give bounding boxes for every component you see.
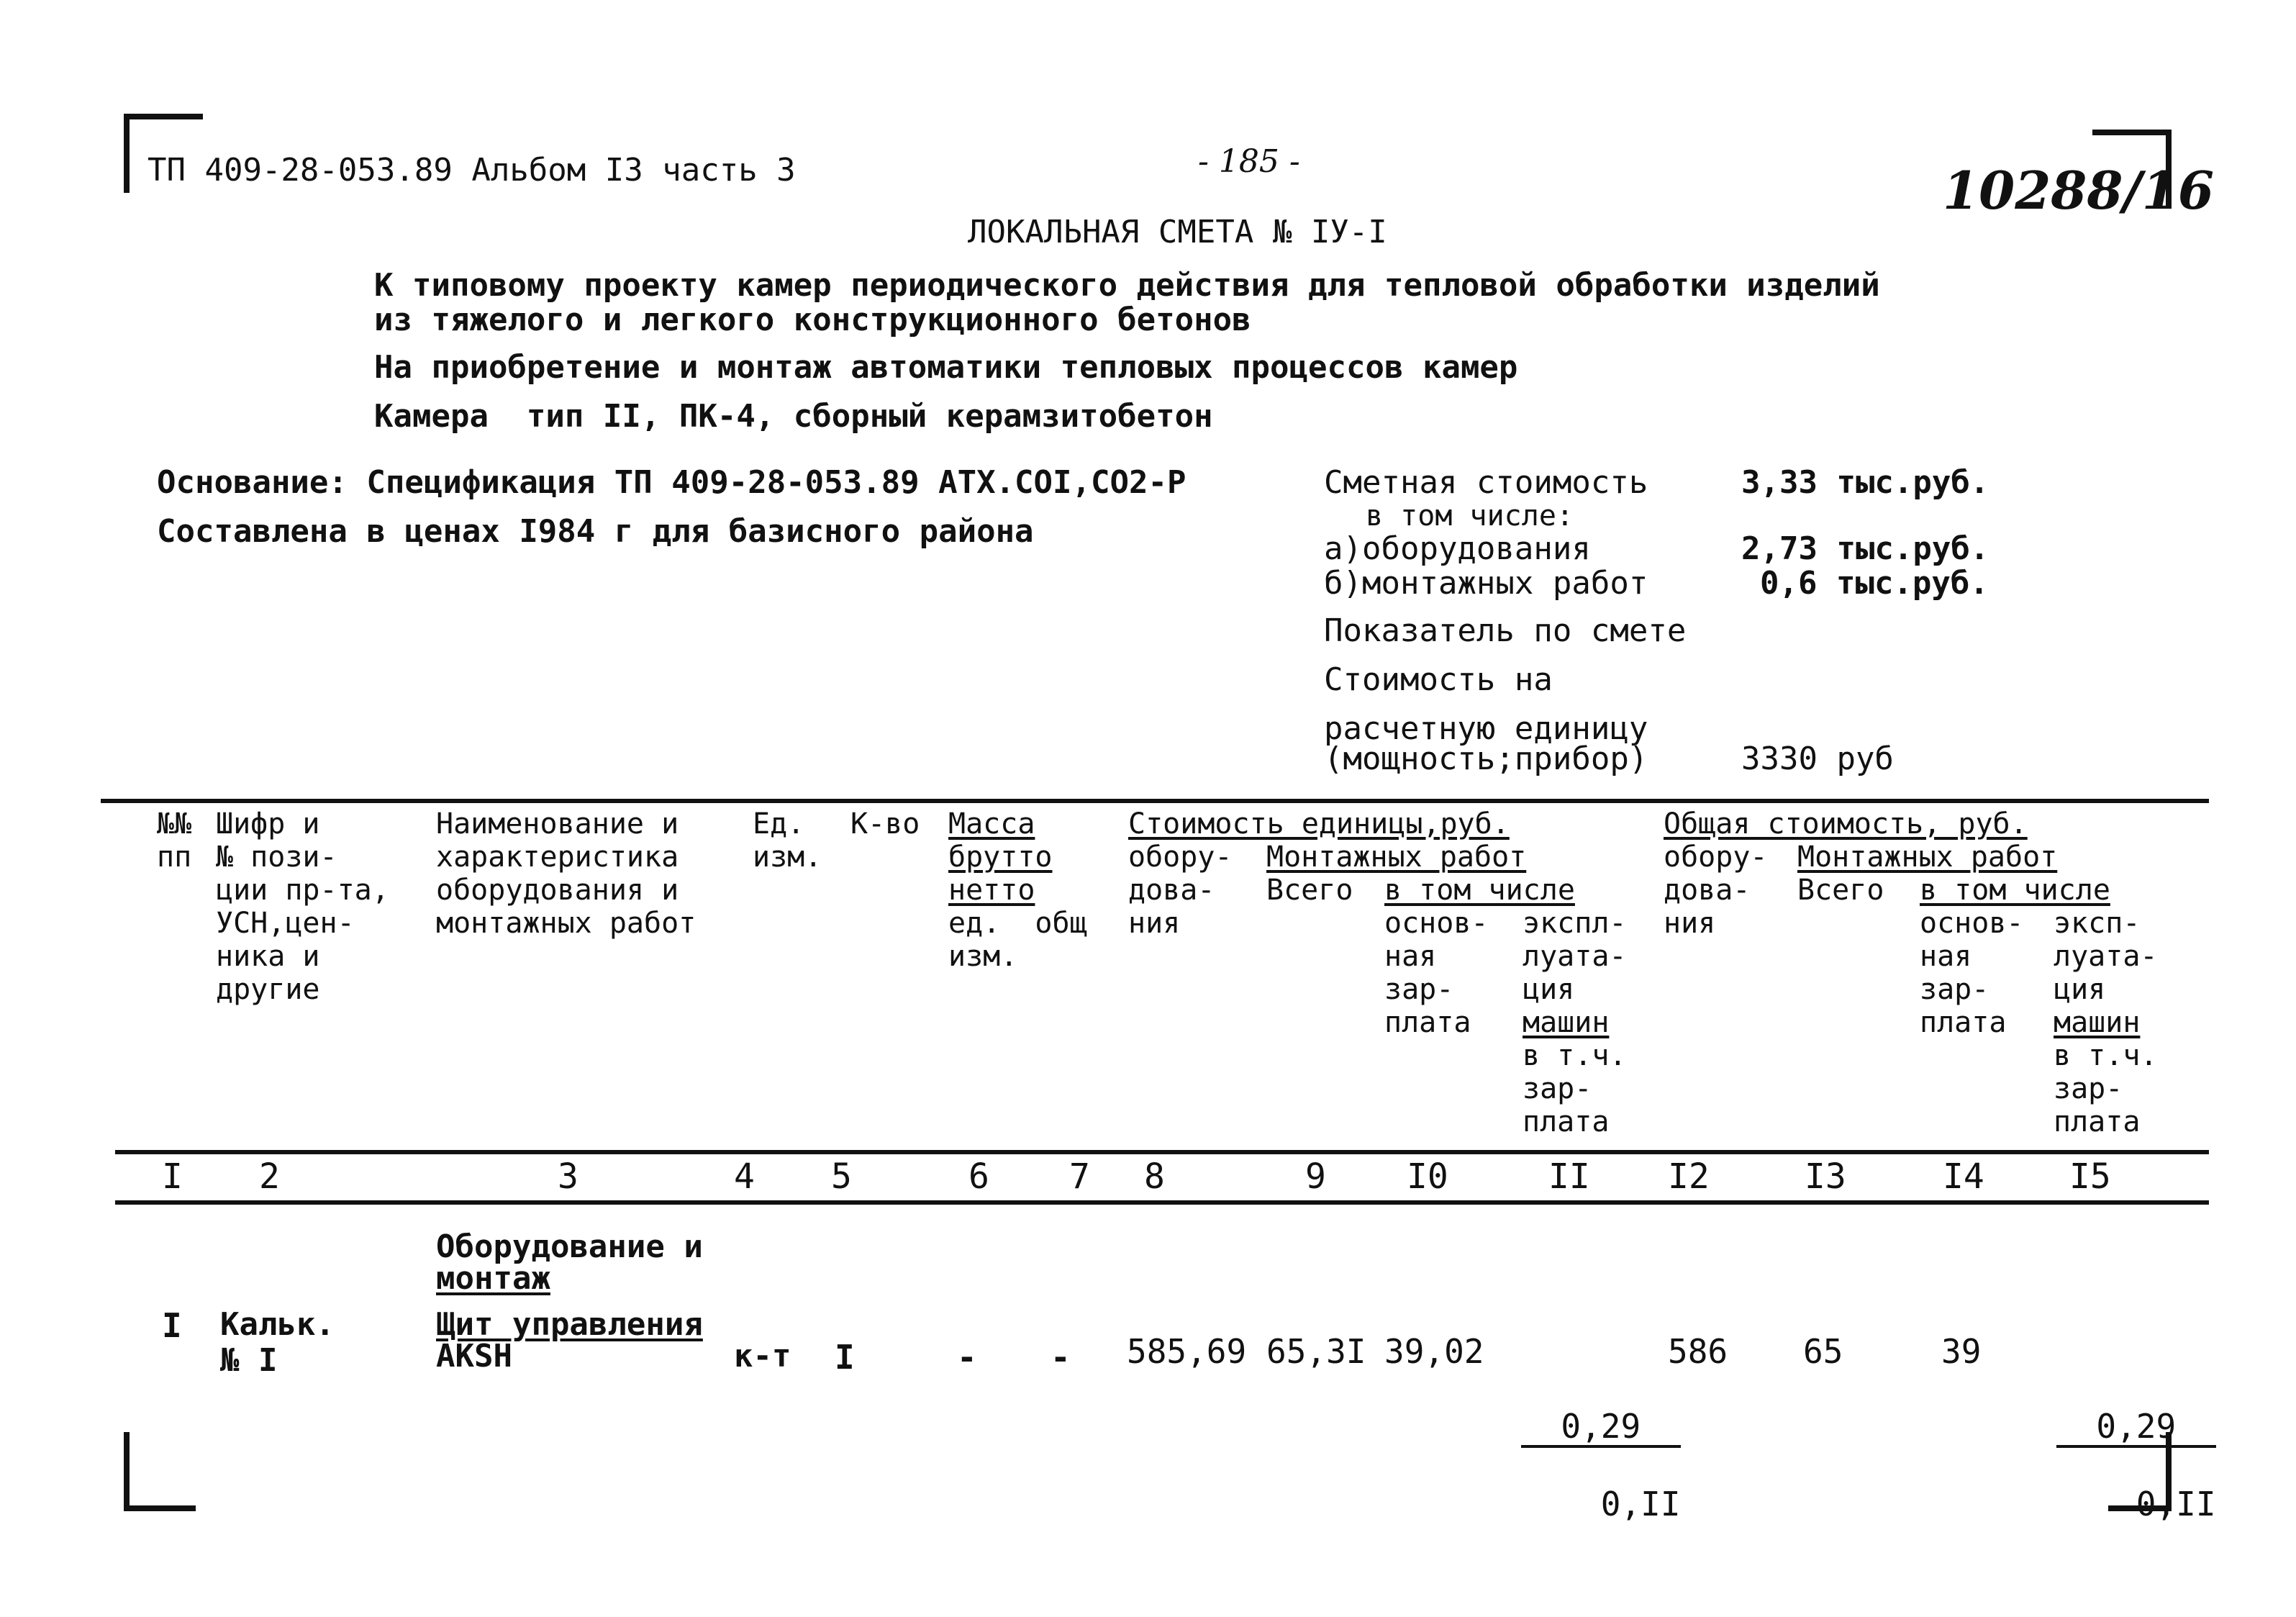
col-header-qty: К-во (850, 807, 920, 841)
col-header-total-machine-ops: эксп- луата- ция (2054, 907, 2158, 1006)
col-number: I4 (1943, 1156, 1984, 1197)
col-header-unit: Ед. изм. (753, 807, 822, 874)
col-header-unit-including: в том числе (1384, 874, 1575, 907)
col-header-num: №№ пп (157, 807, 192, 874)
installation-label: б)монтажных работ (1324, 565, 1648, 602)
row-total-machine-wage: 0,II (2136, 1485, 2216, 1523)
section-title: Оборудование и (436, 1228, 703, 1265)
document-reference: ТП 409-28-053.89 Альбом I3 часть 3 (148, 152, 796, 189)
row-mass-unit: - (957, 1338, 977, 1377)
subtitle-line-4: Камера тип II, ПК-4, сборный керамзитобетон (374, 398, 1213, 435)
equipment-label: а)оборудования (1324, 530, 1591, 567)
unit-cost-value: 3330 руб (1741, 740, 1894, 777)
col-header-unit-cost: Стоимость единицы,руб. (1128, 807, 1510, 841)
equipment-value: 2,73 тыс.руб. (1741, 530, 1989, 567)
col-header-mass-units: ед. общ изм. (948, 907, 1087, 973)
col-header-total-incl-wage: в т.ч. зар- плата (2054, 1039, 2158, 1138)
row-total-machine-ops: 0,29 (2056, 1408, 2216, 1448)
table-header-bottom-rule (115, 1150, 2209, 1154)
frame-corner-bl-v (124, 1432, 130, 1511)
col-number: II (1548, 1156, 1590, 1197)
col-header-total-basic-wage: основ- ная зар- плата (1920, 907, 2024, 1039)
frame-corner-tr-h (2092, 130, 2172, 135)
col-header-unit-installation: Монтажных работ (1266, 841, 1527, 874)
col-header-total-cost: Общая стоимость, руб. (1664, 807, 2028, 841)
row-qty: I (835, 1338, 855, 1377)
col-header-unit-equipment: обору- дова- ния (1128, 841, 1233, 940)
col-header-unit-machines: машин (1523, 1006, 1610, 1039)
estimated-cost-value: 3,33 тыс.руб. (1741, 464, 1989, 501)
col-number: 7 (1069, 1156, 1090, 1197)
col-number: 8 (1144, 1156, 1165, 1197)
archive-number: 10288/16 (1943, 160, 2214, 221)
row-unit-machine-fraction (1521, 1333, 1681, 1560)
subtitle-line-3: На приобретение и монтаж автоматики тепловых процессов камер (374, 349, 1518, 386)
row-unit-equipment: 585,69 (1127, 1332, 1247, 1371)
col-header-total-equipment: обору- дова- ния (1664, 841, 1768, 940)
col-header-unit-machine-ops: экспл- луата- ция (1523, 907, 1627, 1006)
frame-corner-tl-h (124, 114, 203, 119)
row-code: Кальк. № I (220, 1306, 335, 1379)
col-header-mass: Масса (948, 807, 1035, 841)
col-header-total-total: Всего (1797, 874, 1884, 907)
row-unit-basic-wage: 39,02 (1384, 1332, 1484, 1371)
table-top-rule (101, 799, 2209, 803)
col-number: I0 (1407, 1156, 1448, 1197)
col-header-unit-basic-wage: основ- ная зар- плата (1384, 907, 1489, 1039)
estimate-title: ЛОКАЛЬНАЯ СМЕТА № IУ-I (968, 214, 1387, 250)
column-numbers-bottom-rule (115, 1200, 2209, 1205)
col-number: 4 (734, 1156, 755, 1197)
subtitle-line-2: из тяжелого и легкого конструкционного бетонов (374, 302, 1251, 338)
col-number: I3 (1805, 1156, 1846, 1197)
col-number: 5 (831, 1156, 852, 1197)
row-unit-machine-wage: 0,II (1600, 1485, 1681, 1523)
col-number: I (162, 1156, 183, 1197)
page-number: - 185 - (1198, 143, 1300, 180)
unit-cost-label-3: (мощность;прибор) (1324, 740, 1648, 777)
row-unit-machine-ops: 0,29 (1521, 1408, 1681, 1448)
unit-cost-label-1: Стоимость на (1324, 661, 1553, 698)
row-unit-total: 65,3I (1266, 1332, 1366, 1371)
col-header-unit-incl-wage: в т.ч. зар- плата (1523, 1039, 1627, 1138)
indicator-label: Показатель по смете (1324, 612, 1687, 649)
including-label: в том числе: (1366, 499, 1574, 533)
installation-value: 0,6 тыс.руб. (1760, 565, 1989, 602)
col-number: 6 (968, 1156, 989, 1197)
col-header-name: Наименование и характеристика оборудования и монтажных работ (436, 807, 696, 940)
basis-line-2: Составлена в ценах I984 г для базисного района (157, 513, 1034, 550)
col-header-mass-brutto: брутто (948, 841, 1053, 874)
frame-corner-tl-v (124, 114, 130, 193)
section-title-2: монтаж (436, 1260, 550, 1297)
row-total-equipment: 586 (1668, 1332, 1728, 1371)
estimated-cost-label: Сметная стоимость (1324, 464, 1648, 501)
row-total-machine-fraction (2056, 1333, 2216, 1560)
unit-cost-label-2: расчетную единицу (1324, 710, 1648, 747)
subtitle-line-1: К типовому проекту камер периодического действия для тепловой обработки изделий (374, 267, 1880, 304)
basis-line-1: Основание: Спецификация ТП 409-28-053.89 АТХ.СОI,СО2-Р (157, 464, 1186, 501)
frame-corner-bl-h (124, 1505, 196, 1511)
row-total-total: 65 (1803, 1332, 1843, 1371)
row-unit: к-т (734, 1338, 791, 1374)
row-total-basic-wage: 39 (1941, 1332, 1982, 1371)
col-number: 2 (259, 1156, 280, 1197)
col-header-mass-netto: нетто (948, 874, 1035, 907)
col-number: 3 (558, 1156, 578, 1197)
col-header-unit-total: Всего (1266, 874, 1353, 907)
col-header-total-installation: Монтажных работ (1797, 841, 2058, 874)
row-num: I (162, 1306, 182, 1345)
col-number: 9 (1305, 1156, 1326, 1197)
col-number: I2 (1668, 1156, 1710, 1197)
col-header-total-machines: машин (2054, 1006, 2141, 1039)
row-mass-total: - (1051, 1338, 1071, 1377)
col-header-code: Шифр и № пози- ции пр-та, УСН,цен- ника и другие (216, 807, 389, 1006)
col-header-total-including: в том числе (1920, 874, 2110, 907)
row-name-line-2: АКSH (436, 1338, 512, 1374)
row-name-line-1: Щит управления (436, 1306, 703, 1343)
col-number: I5 (2069, 1156, 2111, 1197)
